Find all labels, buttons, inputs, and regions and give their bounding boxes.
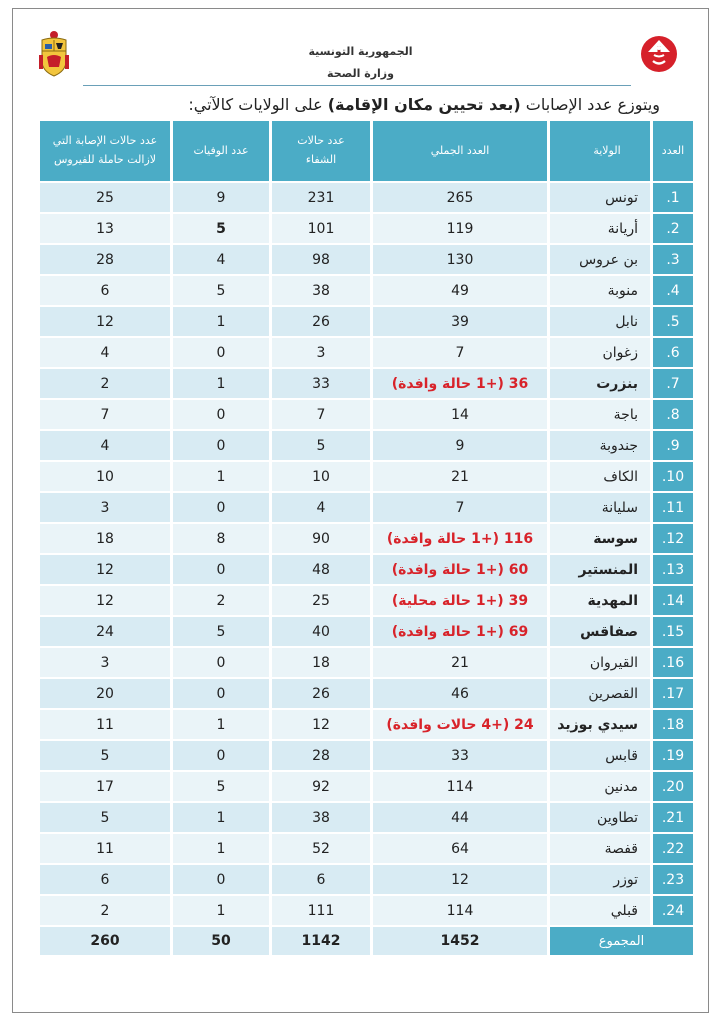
active-count: 17 xyxy=(40,772,170,801)
region-name: المنستير xyxy=(550,555,650,584)
region-total xyxy=(373,245,547,274)
active-count: 12 xyxy=(40,307,170,336)
active-count: 2 xyxy=(40,896,170,925)
active-count: 7 xyxy=(40,400,170,429)
region-name: جندوبة xyxy=(550,431,650,460)
row-number: .21 xyxy=(653,803,693,832)
active-count: 13 xyxy=(40,214,170,243)
row-number: .23 xyxy=(653,865,693,894)
region-name: نابل xyxy=(550,307,650,336)
recovered-count: 92 xyxy=(272,772,370,801)
recovered-count: 52 xyxy=(272,834,370,863)
header-recovered-line2: الشفاء xyxy=(305,153,337,166)
total-note: (+1 حالة وافدة) xyxy=(391,375,504,392)
active-count: 3 xyxy=(40,493,170,522)
active-count: 18 xyxy=(40,524,170,553)
region-total xyxy=(373,741,547,770)
total-value: 24 xyxy=(514,716,534,733)
document-page xyxy=(12,8,709,1013)
deaths-count: 0 xyxy=(173,400,269,429)
recovered-count: 48 xyxy=(272,555,370,584)
deaths-count: 1 xyxy=(173,803,269,832)
table-row xyxy=(40,648,693,677)
total-value: 7 xyxy=(455,344,465,361)
total-note: (+1 حالة وافدة) xyxy=(386,530,500,547)
header-deaths: عدد الوفيات xyxy=(173,121,269,181)
row-number: .16 xyxy=(653,648,693,677)
table-row xyxy=(40,617,693,646)
region-total xyxy=(373,896,547,925)
recovered-count: 12 xyxy=(272,710,370,739)
region-total xyxy=(373,369,547,398)
deaths-count: 0 xyxy=(173,338,269,367)
table-row xyxy=(40,431,693,460)
recovered-count: 18 xyxy=(272,648,370,677)
cases-by-region-table xyxy=(37,119,696,957)
intro-text-end: على الولايات كالآتي: xyxy=(188,95,328,114)
table-row xyxy=(40,772,693,801)
recovered-count: 26 xyxy=(272,307,370,336)
active-count: 11 xyxy=(40,834,170,863)
region-name: تطاوين xyxy=(550,803,650,832)
table-row xyxy=(40,214,693,243)
table-row xyxy=(40,741,693,770)
deaths-count: 0 xyxy=(173,555,269,584)
recovered-count: 33 xyxy=(272,369,370,398)
region-name: صفاقس xyxy=(550,617,650,646)
deaths-count: 0 xyxy=(173,648,269,677)
table-row xyxy=(40,896,693,925)
totals-total: 1452 xyxy=(373,927,547,955)
region-total xyxy=(373,493,547,522)
row-number: .7 xyxy=(653,369,693,398)
table-row xyxy=(40,710,693,739)
deaths-count: 5 xyxy=(173,772,269,801)
total-value: 60 xyxy=(508,561,529,578)
active-count: 5 xyxy=(40,741,170,770)
total-value: 21 xyxy=(451,654,469,671)
region-name: سوسة xyxy=(550,524,650,553)
table-row xyxy=(40,834,693,863)
region-total xyxy=(373,648,547,677)
row-number: .15 xyxy=(653,617,693,646)
region-total xyxy=(373,431,547,460)
region-total xyxy=(373,307,547,336)
active-count: 6 xyxy=(40,276,170,305)
table-row xyxy=(40,803,693,832)
totals-recovered: 1142 xyxy=(272,927,370,955)
header-active xyxy=(40,121,170,181)
table-row xyxy=(40,555,693,584)
table-row xyxy=(40,679,693,708)
deaths-count: 0 xyxy=(173,493,269,522)
header-active-line1: عدد حالات الإصابة التي xyxy=(52,134,158,148)
total-value: 64 xyxy=(451,840,469,857)
deaths-count: 0 xyxy=(173,865,269,894)
deaths-count: 1 xyxy=(173,307,269,336)
table-row xyxy=(40,276,693,305)
recovered-count: 4 xyxy=(272,493,370,522)
header-num: العدد xyxy=(653,121,693,181)
totals-active: 260 xyxy=(40,927,170,955)
table-row xyxy=(40,183,693,212)
header-recovered xyxy=(272,121,370,181)
active-count: 25 xyxy=(40,183,170,212)
region-name: قفصة xyxy=(550,834,650,863)
intro-sentence xyxy=(13,95,660,114)
active-count: 10 xyxy=(40,462,170,491)
intro-text-start: ويتوزع عدد الإصابات xyxy=(520,95,660,114)
row-number: .6 xyxy=(653,338,693,367)
region-total xyxy=(373,803,547,832)
recovered-count: 10 xyxy=(272,462,370,491)
recovered-count: 5 xyxy=(272,431,370,460)
region-total xyxy=(373,772,547,801)
row-number: .20 xyxy=(653,772,693,801)
region-name: مدنين xyxy=(550,772,650,801)
row-number: .3 xyxy=(653,245,693,274)
active-count: 12 xyxy=(40,586,170,615)
table-row xyxy=(40,524,693,553)
recovered-count: 101 xyxy=(272,214,370,243)
region-name: منوبة xyxy=(550,276,650,305)
total-value: 14 xyxy=(451,406,469,423)
header-divider xyxy=(83,85,631,86)
region-name: المهدية xyxy=(550,586,650,615)
recovered-count: 231 xyxy=(272,183,370,212)
row-number: .4 xyxy=(653,276,693,305)
row-number: .8 xyxy=(653,400,693,429)
total-value: 116 xyxy=(503,530,534,547)
totals-row xyxy=(40,927,693,955)
deaths-count: 0 xyxy=(173,741,269,770)
deaths-count: 1 xyxy=(173,710,269,739)
row-number: .1 xyxy=(653,183,693,212)
recovered-count: 28 xyxy=(272,741,370,770)
deaths-count: 1 xyxy=(173,462,269,491)
ministry-title: وزارة الصحة xyxy=(327,67,394,80)
region-total xyxy=(373,710,547,739)
active-count: 2 xyxy=(40,369,170,398)
region-total xyxy=(373,617,547,646)
region-name: أريانة xyxy=(550,214,650,243)
total-value: 12 xyxy=(451,871,469,888)
row-number: .9 xyxy=(653,431,693,460)
active-count: 12 xyxy=(40,555,170,584)
header-active-line2: لازالت حاملة للفيروس xyxy=(53,153,157,166)
recovered-count: 38 xyxy=(272,276,370,305)
region-total xyxy=(373,679,547,708)
total-value: 33 xyxy=(451,747,469,764)
deaths-count: 4 xyxy=(173,245,269,274)
region-name: بن عروس xyxy=(550,245,650,274)
recovered-count: 6 xyxy=(272,865,370,894)
header-region: الولاية xyxy=(550,121,650,181)
region-total xyxy=(373,214,547,243)
region-name: قابس xyxy=(550,741,650,770)
total-value: 119 xyxy=(446,220,474,237)
total-value: 7 xyxy=(455,499,465,516)
total-value: 114 xyxy=(446,778,474,795)
table-row xyxy=(40,245,693,274)
total-value: 44 xyxy=(451,809,469,826)
row-number: .14 xyxy=(653,586,693,615)
table-row xyxy=(40,865,693,894)
table-row xyxy=(40,400,693,429)
row-number: .24 xyxy=(653,896,693,925)
total-value: 39 xyxy=(508,592,529,609)
deaths-count: 0 xyxy=(173,431,269,460)
region-total xyxy=(373,462,547,491)
total-value: 36 xyxy=(508,375,529,392)
intro-text-bold: (بعد تحيين مكان الإقامة) xyxy=(327,95,521,114)
row-number: .22 xyxy=(653,834,693,863)
active-count: 24 xyxy=(40,617,170,646)
deaths-count: 1 xyxy=(173,369,269,398)
region-name: الكاف xyxy=(550,462,650,491)
table-row xyxy=(40,307,693,336)
region-total xyxy=(373,276,547,305)
row-number: .10 xyxy=(653,462,693,491)
table-body xyxy=(40,183,693,955)
deaths-count: 0 xyxy=(173,679,269,708)
total-value: 69 xyxy=(508,623,529,640)
republic-title: الجمهورية التونسية xyxy=(308,45,413,58)
total-value: 46 xyxy=(451,685,469,702)
active-count: 3 xyxy=(40,648,170,677)
region-total xyxy=(373,834,547,863)
recovered-count: 7 xyxy=(272,400,370,429)
row-number: .19 xyxy=(653,741,693,770)
table-row xyxy=(40,493,693,522)
region-name: سليانة xyxy=(550,493,650,522)
row-number: .13 xyxy=(653,555,693,584)
recovered-count: 26 xyxy=(272,679,370,708)
row-number: .18 xyxy=(653,710,693,739)
header-total: العدد الجملي xyxy=(373,121,547,181)
region-total xyxy=(373,555,547,584)
region-name: سيدي بوزيد xyxy=(550,710,650,739)
recovered-count: 38 xyxy=(272,803,370,832)
deaths-count: 9 xyxy=(173,183,269,212)
active-count: 4 xyxy=(40,338,170,367)
row-number: .11 xyxy=(653,493,693,522)
deaths-count: 8 xyxy=(173,524,269,553)
total-note: (+1 حالة محلية) xyxy=(391,592,504,609)
active-count: 4 xyxy=(40,431,170,460)
region-total xyxy=(373,524,547,553)
deaths-count: 5 xyxy=(173,276,269,305)
row-number: .17 xyxy=(653,679,693,708)
total-value: 114 xyxy=(446,902,474,919)
total-value: 39 xyxy=(451,313,469,330)
document-header xyxy=(13,9,708,99)
region-name: تونس xyxy=(550,183,650,212)
recovered-count: 90 xyxy=(272,524,370,553)
total-value: 21 xyxy=(451,468,469,485)
total-value: 49 xyxy=(451,282,469,299)
table-row xyxy=(40,369,693,398)
row-number: .5 xyxy=(653,307,693,336)
region-total xyxy=(373,183,547,212)
region-total xyxy=(373,400,547,429)
region-total xyxy=(373,865,547,894)
deaths-count: 1 xyxy=(173,834,269,863)
header-recovered-line1: عدد حالات xyxy=(297,134,345,148)
region-name: زغوان xyxy=(550,338,650,367)
deaths-count: 5 xyxy=(173,617,269,646)
active-count: 28 xyxy=(40,245,170,274)
deaths-count: 1 xyxy=(173,896,269,925)
recovered-count: 25 xyxy=(272,586,370,615)
total-value: 265 xyxy=(446,189,474,206)
deaths-count: 2 xyxy=(173,586,269,615)
total-value: 9 xyxy=(455,437,465,454)
table-row xyxy=(40,338,693,367)
region-name: قبلي xyxy=(550,896,650,925)
recovered-count: 40 xyxy=(272,617,370,646)
active-count: 11 xyxy=(40,710,170,739)
active-count: 6 xyxy=(40,865,170,894)
row-number: .2 xyxy=(653,214,693,243)
region-name: توزر xyxy=(550,865,650,894)
table-row xyxy=(40,586,693,615)
table-row xyxy=(40,462,693,491)
total-note: (+4 حالات وافدة) xyxy=(386,716,510,733)
recovered-count: 98 xyxy=(272,245,370,274)
total-value: 130 xyxy=(446,251,474,268)
region-total xyxy=(373,586,547,615)
total-note: (+1 حالة وافدة) xyxy=(391,623,504,640)
deaths-count: 5 xyxy=(173,214,269,243)
region-total xyxy=(373,338,547,367)
totals-deaths: 50 xyxy=(173,927,269,955)
table-header-row xyxy=(40,121,693,181)
row-number: .12 xyxy=(653,524,693,553)
region-name: باجة xyxy=(550,400,650,429)
recovered-count: 111 xyxy=(272,896,370,925)
totals-label: المجموع xyxy=(550,927,693,955)
region-name: القصرين xyxy=(550,679,650,708)
region-name: القيروان xyxy=(550,648,650,677)
active-count: 5 xyxy=(40,803,170,832)
region-name: بنزرت xyxy=(550,369,650,398)
active-count: 20 xyxy=(40,679,170,708)
recovered-count: 3 xyxy=(272,338,370,367)
total-note: (+1 حالة وافدة) xyxy=(391,561,504,578)
